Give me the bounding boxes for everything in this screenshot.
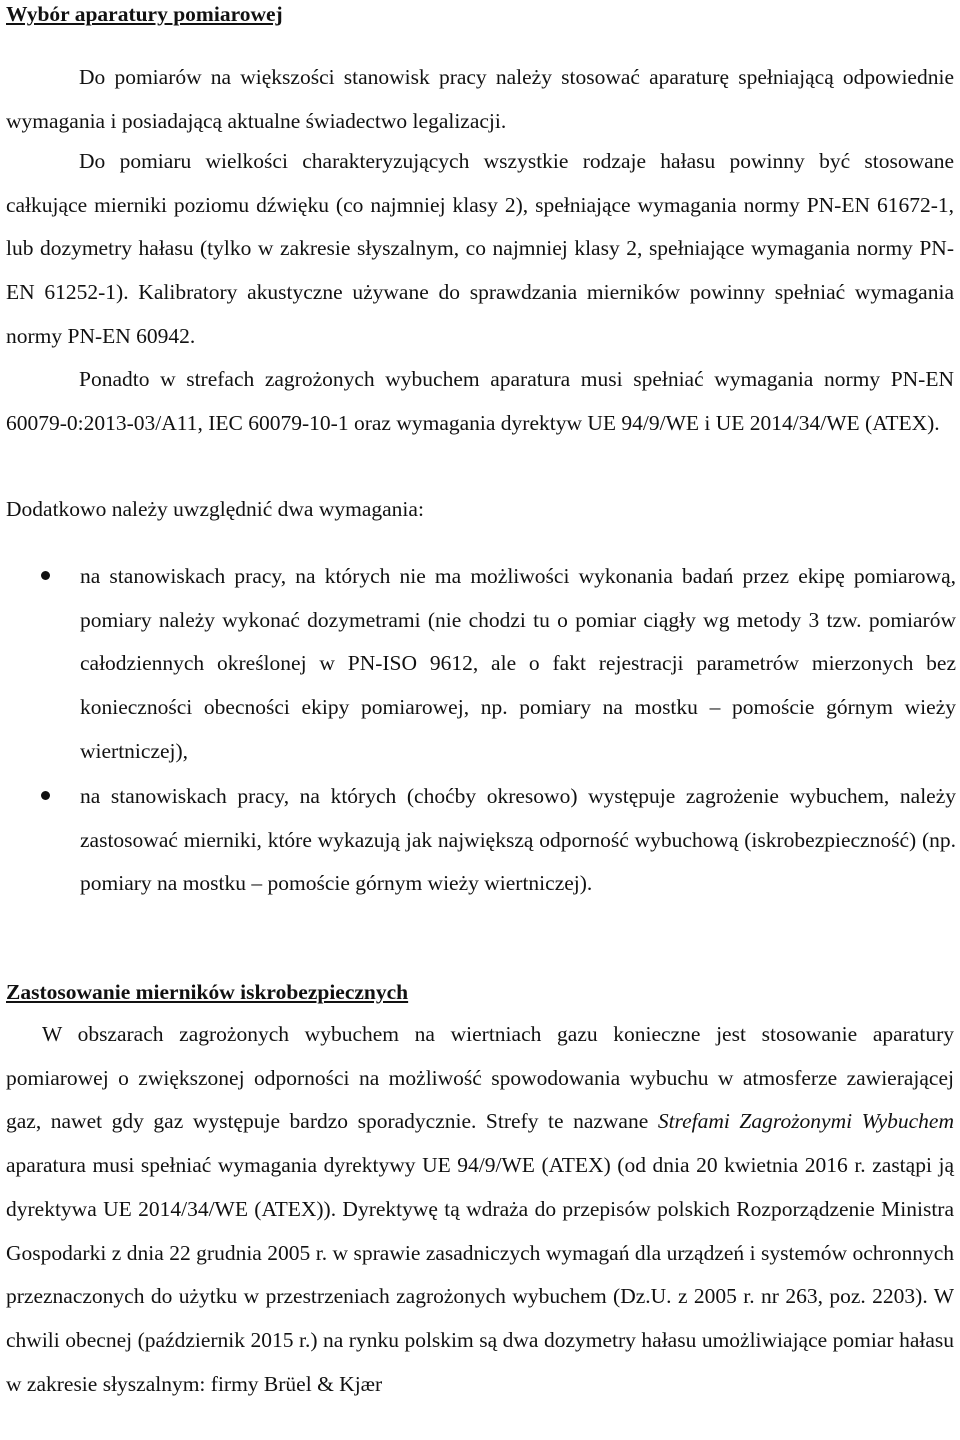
section-heading-aparatura: Wybór aparatury pomiarowej — [6, 2, 283, 26]
paragraph-text-part: aparatura musi spełniać wymagania dyrektywy UE 94/9/WE (ATEX) (od dnia 20 kwietnia 2016 r. zastąpi ją dyrektywa UE 2014/34/WE (ATEX)). Dyrektywę tą wdraża do przepisów polskich Rozporządzenie Ministra Gospodarki z dnia 22 grudnia 2005 r. w sprawie zasadniczych wymagań dla urządzeń i systemów ochronnych przeznaczonych do użytku w przestrzeniach zagrożonych wybuchem (Dz.U. z 2005 r. nr 263, poz. 2203). W chwili obecnej (październik 2015 r.) na rynku polskim są dwa dozymetry hałasu umożliwiające pomiar hałasu w zakresie słyszalnym: firmy Brüel & Kjær — [6, 1153, 954, 1396]
italic-term: Strefami Zagrożonymi Wybuchem — [657, 1109, 954, 1134]
list-item-text: na stanowiskach pracy, na których (choćby okresowo) występuje zagrożenie wybuchem, należy zastosować mierniki, które wykazują jak największą odporność wybuchową (iskrobezpieczność) (np. pomiary na mostku – pomoście górnym wieży wiertniczej). — [80, 784, 956, 896]
bullet-icon — [41, 571, 50, 580]
paragraph-dodatkowo: Dodatkowo należy uwzględnić dwa wymagania: — [6, 497, 424, 521]
paragraph-text: Do pomiaru wielkości charakteryzujących wszystkie rodzaje hałasu powinny być stosowane całkujące mierniki poziomu dźwięku (co najmniej klasy 2), spełniające wymagania normy PN-EN 61672-1, lub dozymetry hałasu (tylko w zakresie słyszalnym, co najmniej klasy 2, spełniające wymagania normy PN-EN 61252-1). Kalibratory akustyczne używane do sprawdzania mierników powinny spełniać wymagania normy PN-EN 60942. — [6, 149, 954, 348]
paragraph-iskrobezpieczne — [6, 1013, 954, 1406]
paragraph-strefy — [6, 358, 954, 445]
paragraph-text: Ponadto w strefach zagrożonych wybuchem aparatura musi spełniać wymagania normy PN-EN 60079-0:2013-03/A11, IEC 60079-10-1 oraz wymagania dyrektyw UE 94/9/WE i UE 2014/34/WE (ATEX). — [6, 367, 954, 435]
paragraph-text-part: W obszarach zagrożonych wybuchem na wiertniach gazu konieczne jest stosowanie aparatury pomiarowej o zwiększonej odporności na możliwość spowodowania wybuchu w atmosferze zawierającej gaz, nawet gdy gaz występuje bardzo sporadycznie. Strefy te nazwane — [6, 1022, 954, 1134]
bullet-icon — [41, 791, 50, 800]
paragraph-text: Do pomiarów na większości stanowisk pracy należy stosować aparaturę spełniającą odpowiednie wymagania i posiadającą aktualne świadectwo legalizacji. — [6, 65, 954, 133]
paragraph-aparatura-intro — [6, 56, 954, 143]
list-item-text: na stanowiskach pracy, na których nie ma możliwości wykonania badań przez ekipę pomiarową, pomiary należy wykonać dozymetrami (nie chodzi tu o pomiar ciągły wg metody 3 tzw. pomiarów całodziennych określonej w PN-ISO 9612, ale o fakt rejestracji parametrów mierzonych bez konieczności obecności ekipy pomiarowej, np. pomiary na mostku – pomoście górnym wieży wiertniczej), — [80, 564, 956, 763]
section-heading-iskrobezpieczne: Zastosowanie mierników iskrobezpiecznych — [6, 980, 409, 1004]
paragraph-mierniki — [6, 140, 954, 359]
